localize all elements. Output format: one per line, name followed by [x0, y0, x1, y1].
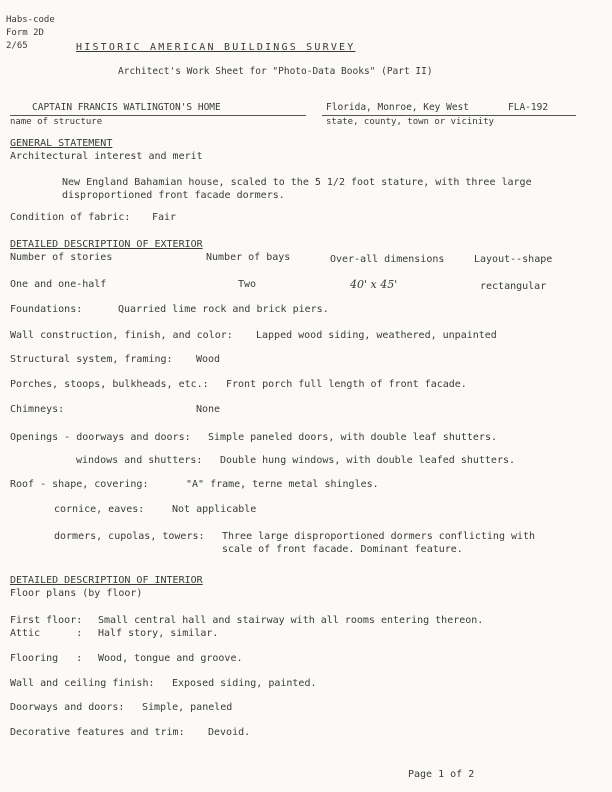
structure-code: FLA-192	[508, 102, 549, 113]
floor-plans-label: Floor plans (by floor)	[10, 588, 143, 599]
windows-label: windows and shutters:	[76, 455, 203, 466]
form-code: Habs-code	[6, 15, 55, 25]
foundations-value: Quarried lime rock and brick piers.	[118, 304, 329, 315]
cornice-label: cornice, eaves:	[54, 504, 145, 515]
decorative-label: Decorative features and trim:	[10, 727, 185, 738]
doorways-label: Doorways and doors:	[10, 702, 125, 713]
exterior-heading: DETAILED DESCRIPTION OF EXTERIOR	[10, 239, 203, 250]
stories-value: One and one-half	[10, 279, 107, 290]
dormers-label: dormers, cupolas, towers:	[54, 531, 205, 542]
decorative-value: Devoid.	[208, 727, 251, 738]
porches-value: Front porch full length of front facade.	[226, 379, 467, 390]
general-text: New England Bahamian house, scaled to the 5 1/2 foot stature, with three large	[62, 177, 532, 188]
foundations-label: Foundations:	[10, 304, 83, 315]
first-floor-value: Small central hall and stairway with all rooms entering thereon.	[98, 615, 484, 626]
col-dimensions: Over-all dimensions	[330, 254, 445, 265]
condition-value: Fair	[152, 212, 177, 223]
openings-label: Openings - doorways and doors:	[10, 432, 191, 443]
worksheet-subtitle: Architect's Work Sheet for "Photo-Data Books" (Part II)	[118, 66, 433, 77]
structure-name: CAPTAIN FRANCIS WATLINGTON'S HOME	[32, 102, 221, 113]
condition-label: Condition of fabric:	[10, 212, 131, 223]
col-stories: Number of stories	[10, 252, 113, 263]
page-number: Page 1 of 2	[408, 769, 475, 780]
chimneys-label: Chimneys:	[10, 404, 65, 415]
bays-value: Two	[238, 279, 257, 290]
general-heading: GENERAL STATEMENT	[10, 138, 113, 149]
chimneys-value: None	[196, 404, 221, 415]
location-label: state, county, town or vicinity	[326, 117, 494, 127]
interior-heading: DETAILED DESCRIPTION OF INTERIOR	[10, 575, 203, 586]
general-sub-label: Architectural interest and merit	[10, 151, 203, 162]
name-label: name of structure	[10, 117, 103, 127]
flooring-value: Wood, tongue and groove.	[98, 653, 243, 664]
form-number: Form 2D	[6, 28, 44, 38]
attic-label: Attic :	[10, 628, 83, 639]
structural-value: Wood	[196, 354, 221, 365]
roof-label: Roof - shape, covering:	[10, 479, 149, 490]
windows-value: Double hung windows, with double leafed shutters.	[220, 455, 516, 466]
form-date: 2/65	[6, 41, 28, 51]
openings-value: Simple paneled doors, with double leaf shutters.	[208, 432, 497, 443]
wall-value: Lapped wood siding, weathered, unpainted	[256, 330, 497, 341]
dormers-value-cont: scale of front facade. Dominant feature.	[222, 544, 463, 555]
layout-value: rectangular	[480, 281, 547, 292]
structure-location: Florida, Monroe, Key West	[326, 102, 469, 113]
col-layout: Layout--shape	[474, 254, 553, 265]
attic-value: Half story, similar.	[98, 628, 219, 639]
col-bays: Number of bays	[206, 252, 291, 263]
doorways-value: Simple, paneled	[142, 702, 233, 713]
dormers-value: Three large disproportioned dormers conflicting with	[222, 531, 536, 542]
flooring-label: Flooring :	[10, 653, 83, 664]
interior-wall-value: Exposed siding, painted.	[172, 678, 317, 689]
dimensions-value: 40' x 45'	[350, 278, 398, 291]
general-text-cont: disproportioned front facade dormers.	[62, 190, 285, 201]
survey-title: HISTORIC AMERICAN BUILDINGS SURVEY	[76, 42, 356, 53]
cornice-value: Not applicable	[172, 504, 257, 515]
structural-label: Structural system, framing:	[10, 354, 173, 365]
first-floor-label: First floor:	[10, 615, 83, 626]
roof-value: "A" frame, terne metal shingles.	[186, 479, 379, 490]
wall-label: Wall construction, finish, and color:	[10, 330, 233, 341]
porches-label: Porches, stoops, bulkheads, etc.:	[10, 379, 209, 390]
interior-wall-label: Wall and ceiling finish:	[10, 678, 155, 689]
